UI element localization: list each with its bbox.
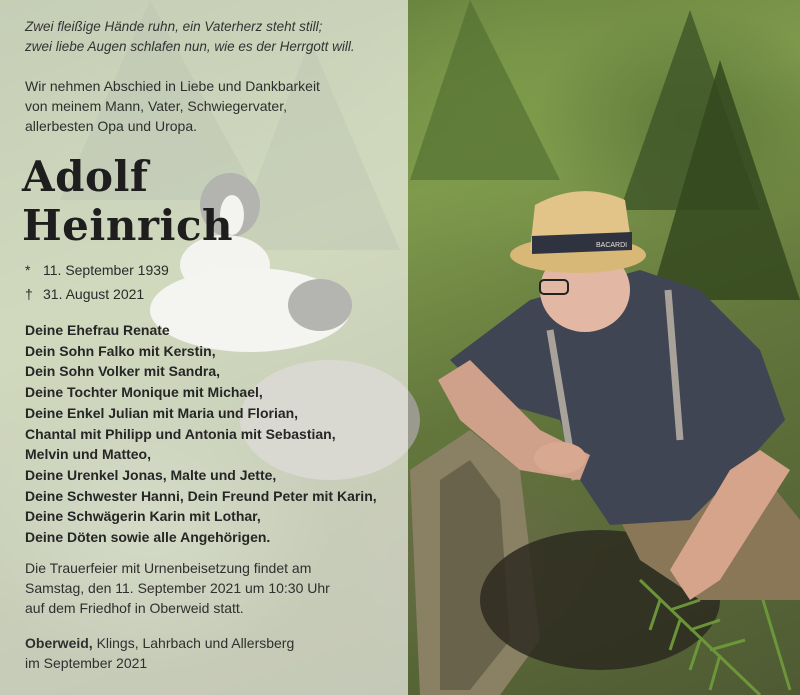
- funeral-service-info: [25, 558, 330, 618]
- death-symbol: †: [25, 286, 33, 302]
- mourner-line: Chantal mit Philipp und Antonia mit Sebastian,: [25, 425, 336, 442]
- place-and-date: [25, 633, 294, 673]
- mourner-line: Deine Urenkel Jonas, Malte und Jette,: [25, 466, 277, 483]
- fir-tree: [410, 0, 560, 180]
- man-hand: [534, 442, 586, 474]
- mourner-line: Deine Schwester Hanni, Dein Freund Peter mit Karin,: [25, 487, 377, 504]
- intro-line: Wir nehmen Abschied in Liebe und Dankbarkeit: [25, 78, 320, 94]
- poem-line: zwei liebe Augen schlafen nun, wie es der Herrgott will.: [25, 39, 355, 54]
- mourner-line: Melvin und Matteo,: [25, 446, 151, 463]
- farewell-intro: [25, 76, 320, 136]
- hat-band-label: BACARDI: [596, 242, 628, 249]
- poem: [25, 17, 355, 57]
- death-date-row: [25, 282, 169, 306]
- place-rest: Klings, Lahrbach und Allersberg: [92, 635, 295, 651]
- poem-line: Zwei fleißige Hände ruhn, ein Vaterherz steht still;: [25, 19, 323, 34]
- mourner-line: Dein Sohn Falko mit Kerstin,: [25, 342, 216, 359]
- service-line: Die Trauerfeier mit Urnenbeisetzung findet am: [25, 560, 312, 576]
- mourner-line: Deine Tochter Monique mit Michael,: [25, 384, 263, 401]
- mourners-list: [25, 320, 377, 548]
- deceased-last-name: Heinrich: [22, 201, 234, 250]
- notice-date: im September 2021: [25, 655, 148, 671]
- mourner-line: Deine Döten sowie alle Angehörigen.: [25, 529, 271, 546]
- place-line: [25, 633, 294, 653]
- deceased-first-name: Adolf: [22, 152, 149, 201]
- place-town: Oberweid,: [25, 635, 93, 651]
- mourner-line: Deine Enkel Julian mit Maria und Florian,: [25, 404, 299, 421]
- birth-date-row: [25, 258, 169, 282]
- intro-line: von meinem Mann, Vater, Schwiegervater,: [25, 98, 287, 114]
- life-dates: [25, 258, 169, 306]
- mourner-line: Dein Sohn Volker mit Sandra,: [25, 363, 221, 380]
- service-line: auf dem Friedhof in Oberweid statt.: [25, 600, 244, 616]
- mourner-line: Deine Schwägerin Karin mit Lothar,: [25, 508, 261, 525]
- mourner-line: Deine Ehefrau Renate: [25, 322, 170, 338]
- birth-symbol: *: [25, 262, 31, 278]
- intro-line: allerbesten Opa und Uropa.: [25, 118, 197, 134]
- death-date: 31. August 2021: [43, 286, 145, 302]
- birth-date: 11. September 1939: [43, 262, 169, 278]
- service-line: Samstag, den 11. September 2021 um 10:30 Uhr: [25, 580, 330, 596]
